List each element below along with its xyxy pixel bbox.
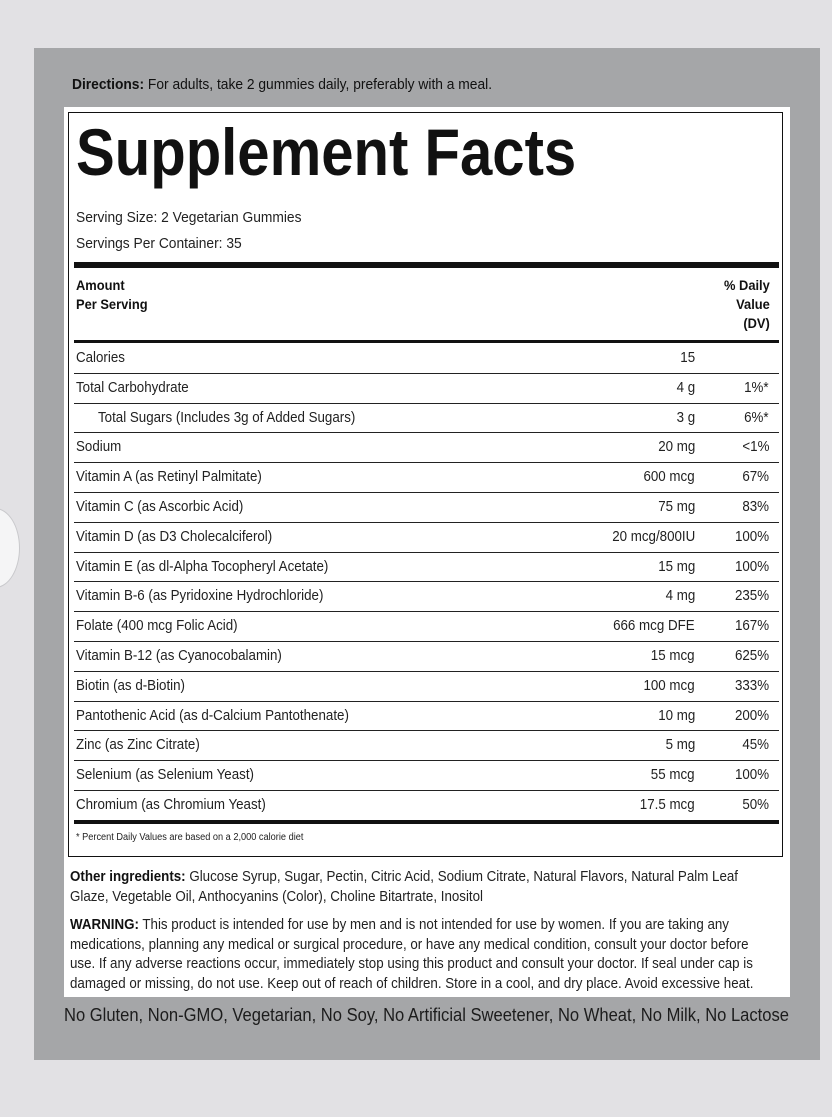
header-dv: (DV) bbox=[743, 315, 770, 331]
other-ingredients bbox=[70, 868, 769, 907]
nutrient-amount: 20 mcg/800IU bbox=[611, 528, 695, 545]
rows-top-divider bbox=[74, 340, 779, 343]
nutrient-name: Zinc (as Zinc Citrate) bbox=[76, 737, 200, 754]
nutrient-amount: 17.5 mcg bbox=[640, 797, 695, 813]
nutrient-daily-value: 100% bbox=[734, 767, 769, 784]
nutrient-daily-value: 50% bbox=[742, 797, 769, 813]
warning-label: WARNING: bbox=[70, 917, 139, 933]
directions-label: Directions: bbox=[72, 76, 145, 93]
header-daily: % Daily bbox=[724, 277, 770, 293]
warning-text: This product is intended for use by men and is not intended for use by women. If you are taking any medications, planning any medical or surgical procedure, or have any medical condition, consult your doctor before use. If any adverse reactions occur, immediately stop using this product and consult your doctor. If seal under cap is damaged or missing, do not use. Keep out of reach of children. Store in a cool, and dry place. Avoid excessive heat. bbox=[70, 917, 754, 992]
nutrient-daily-value: 200% bbox=[734, 707, 769, 724]
nutrient-name: Vitamin C (as Ascorbic Acid) bbox=[76, 499, 244, 515]
nutrient-daily-value: 1%* bbox=[744, 379, 769, 396]
other-ingredients-label: Other ingredients: bbox=[70, 869, 186, 885]
nutrient-name: Total Sugars (Includes 3g of Added Sugars) bbox=[98, 409, 356, 426]
nutrient-row bbox=[74, 553, 779, 583]
rows-bottom-divider bbox=[74, 820, 779, 824]
nutrient-daily-value: 100% bbox=[734, 558, 769, 575]
nutrient-row bbox=[74, 433, 779, 463]
nutrient-amount: 4 g bbox=[676, 379, 695, 396]
header-per-serving: Per Serving bbox=[76, 296, 148, 312]
nutrient-row bbox=[74, 612, 779, 642]
directions bbox=[72, 76, 492, 93]
nutrient-daily-value: 625% bbox=[734, 648, 769, 664]
nutrient-row bbox=[74, 761, 779, 791]
header-divider bbox=[74, 262, 779, 268]
nutrient-name: Folate (400 mcg Folic Acid) bbox=[76, 618, 238, 635]
serving-size: Serving Size: 2 Vegetarian Gummies bbox=[76, 209, 302, 226]
nutrient-amount: 75 mg bbox=[657, 499, 695, 515]
nutrient-row bbox=[74, 523, 779, 553]
nutrient-row bbox=[74, 344, 779, 374]
side-nav-button[interactable] bbox=[0, 508, 20, 588]
directions-text: For adults, take 2 gummies daily, preferably with a meal. bbox=[144, 76, 493, 93]
nutrient-amount: 600 mcg bbox=[643, 469, 695, 486]
nutrient-name: Vitamin D (as D3 Cholecalciferol) bbox=[76, 528, 273, 545]
daily-value-header bbox=[724, 276, 770, 333]
nutrient-daily-value: 83% bbox=[742, 499, 769, 515]
nutrient-daily-value: 333% bbox=[734, 677, 769, 694]
nutrient-row bbox=[74, 791, 779, 821]
nutrient-amount: 15 bbox=[680, 350, 695, 366]
nutrient-name: Vitamin E (as dl-Alpha Tocopheryl Acetate) bbox=[76, 558, 329, 575]
nutrient-daily-value: 100% bbox=[734, 528, 769, 545]
nutrient-name: Chromium (as Chromium Yeast) bbox=[76, 797, 266, 813]
nutrient-amount: 100 mcg bbox=[643, 677, 695, 694]
nutrient-row bbox=[74, 702, 779, 732]
nutrient-row bbox=[74, 493, 779, 523]
nutrient-name: Vitamin A (as Retinyl Palmitate) bbox=[76, 469, 262, 486]
warning bbox=[70, 916, 769, 994]
amount-per-serving-header bbox=[76, 276, 148, 314]
servings-per-container: Servings Per Container: 35 bbox=[76, 235, 242, 252]
nutrient-amount: 5 mg bbox=[665, 737, 695, 754]
nutrient-amount: 10 mg bbox=[657, 707, 695, 724]
nutrient-name: Vitamin B-6 (as Pyridoxine Hydrochloride) bbox=[76, 588, 324, 605]
nutrient-daily-value: <1% bbox=[741, 439, 769, 456]
nutrient-name: Calories bbox=[76, 350, 125, 366]
nutrient-row bbox=[74, 463, 779, 493]
nutrient-amount: 666 mcg DFE bbox=[613, 618, 695, 635]
nutrient-daily-value: 235% bbox=[734, 588, 769, 605]
nutrient-daily-value: 6%* bbox=[744, 409, 769, 426]
header-amount: Amount bbox=[76, 277, 125, 293]
nutrient-name: Pantothenic Acid (as d-Calcium Pantothenate) bbox=[76, 707, 349, 724]
nutrient-row bbox=[74, 642, 779, 672]
other-ingredients-text: Glucose Syrup, Sugar, Pectin, Citric Acid, Sodium Citrate, Natural Flavors, Natural Palm Leaf Glaze, Vegetable Oil, Anthocyanins (Color), Choline Bitartrate, Inositol bbox=[70, 869, 738, 905]
nutrient-amount: 4 mg bbox=[665, 588, 695, 605]
nutrient-name: Total Carbohydrate bbox=[76, 379, 189, 396]
nutrient-amount: 3 g bbox=[676, 409, 695, 426]
nutrient-name: Biotin (as d-Biotin) bbox=[76, 677, 185, 694]
free-from-claims: No Gluten, Non-GMO, Vegetarian, No Soy, No Artificial Sweetener, No Wheat, No Milk, No Lactose bbox=[64, 1005, 789, 1025]
nutrient-name: Vitamin B-12 (as Cyanocobalamin) bbox=[76, 648, 282, 664]
nutrient-daily-value: 167% bbox=[734, 618, 769, 635]
nutrient-row bbox=[74, 404, 779, 434]
facts-title: Supplement Facts bbox=[76, 115, 577, 189]
nutrient-daily-value: 45% bbox=[742, 737, 769, 754]
nutrient-row bbox=[74, 731, 779, 761]
nutrient-amount: 15 mcg bbox=[651, 648, 695, 664]
nutrient-name: Selenium (as Selenium Yeast) bbox=[76, 767, 254, 784]
nutrient-row bbox=[74, 672, 779, 702]
nutrient-row bbox=[74, 374, 779, 404]
nutrient-amount: 55 mcg bbox=[651, 767, 695, 784]
nutrient-amount: 15 mg bbox=[657, 558, 695, 575]
daily-value-footnote: * Percent Daily Values are based on a 2,000 calorie diet bbox=[76, 832, 304, 843]
header-value: Value bbox=[736, 296, 770, 312]
nutrient-name: Sodium bbox=[76, 439, 122, 456]
nutrient-daily-value: 67% bbox=[742, 469, 769, 486]
nutrient-row bbox=[74, 582, 779, 612]
nutrient-amount: 20 mg bbox=[657, 439, 695, 456]
